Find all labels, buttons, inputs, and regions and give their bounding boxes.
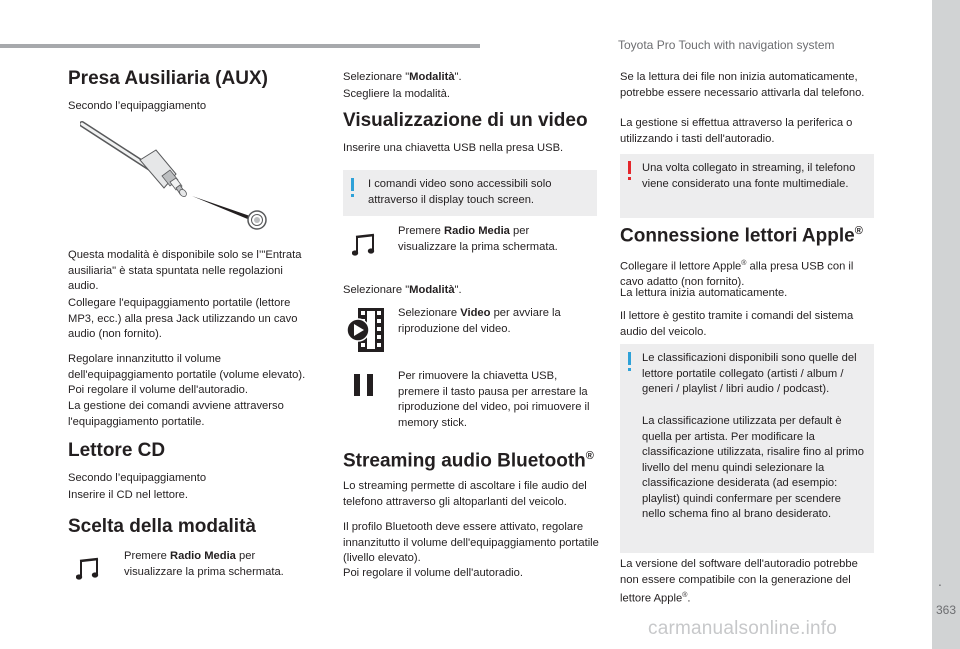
video-select-text: Selezionare Video per avviare la riproduzione del video. [398, 307, 561, 335]
aux-paragraph-2: Collegare l'equipaggiamento portatile (lettore MP3, ecc.) alla presa Jack utilizzando un cavo audio (non fornito). [68, 297, 298, 340]
warning-icon [628, 161, 631, 174]
continuation-mark: . [938, 573, 942, 589]
mode-heading: Scelta della modalità [68, 516, 256, 537]
video-paragraph-1: Inserire una chiavetta USB nella presa USB. [343, 142, 564, 154]
choose-mode-text: Scegliere la modalità. [343, 88, 450, 100]
bluetooth-heading: Streaming audio Bluetooth® [343, 450, 594, 472]
streaming-warning-note [620, 154, 874, 218]
side-strip [932, 0, 960, 649]
mode-radio-media-text: Premere Radio Media per visualizzare la prima schermata. [124, 550, 284, 578]
apple-paragraph-2: La lettura inizia automaticamente. [620, 287, 788, 299]
apple-info-note [620, 344, 874, 553]
apple-paragraph-3: Il lettore è gestito tramite i comandi del sistema audio del veicolo. [620, 310, 854, 338]
audio-jack-plug-icon [80, 118, 280, 230]
aux-heading: Presa Ausiliaria (AUX) [68, 68, 268, 89]
aux-paragraph-1: Questa modalità è disponibile solo se l’"Entrata ausiliaria" è stata spuntata nelle regolazioni audio. [68, 249, 302, 292]
apple-info-paragraph-1: Le classificazioni disponibili sono quelle del lettore portatile collegato (artisti / album / generi / playlist / libri audio / podcast). [642, 352, 857, 395]
page-number: 363 [935, 603, 957, 617]
video-heading: Visualizzazione di un video [343, 110, 588, 131]
warning-icon-dot [628, 177, 631, 180]
bluetooth-paragraph-1: Lo streaming permette di ascoltare i file audio del telefono attraverso gli altoparlanti del veicolo. [343, 480, 587, 508]
music-note-icon [352, 232, 378, 258]
select-mode-text: Selezionare "Modalità". [343, 71, 462, 83]
col3-paragraph-1: Se la lettura dei file non inizia automaticamente, potrebbe essere necessario attivarla dal telefono. [620, 71, 865, 99]
video-info-note [343, 170, 597, 216]
cd-paragraph-1: Inserire il CD nel lettore. [68, 489, 188, 501]
info-icon-dot [351, 194, 354, 197]
col3-paragraph-2: La gestione si effettua attraverso la periferica o utilizzando i tasti dell'autoradio. [620, 117, 853, 145]
cd-heading: Lettore CD [68, 440, 166, 461]
aux-equipment-text: Secondo l’equipaggiamento [68, 100, 207, 112]
apple-version-text: La versione del software dell'autoradio potrebbe non essere compatibile con la generazione del lettore Apple®. [620, 558, 858, 605]
info-icon-dot [628, 368, 631, 371]
apple-heading: Connessione lettori Apple® [620, 225, 863, 247]
bluetooth-paragraph-3: Poi regolare il volume dell'autoradio. [343, 567, 523, 579]
streaming-warning-text: Una volta collegato in streaming, il telefono viene considerato una fonte multimediale. [642, 162, 856, 190]
apple-paragraph-1: Collegare il lettore Apple® alla presa USB con il cavo adatto (non fornito). [620, 260, 854, 289]
info-icon [628, 352, 631, 365]
watermark: carmanualsonline.info [648, 618, 838, 639]
video-info-text: I comandi video sono accessibili solo attraverso il display touch screen. [368, 178, 552, 206]
aux-paragraph-3: Regolare innanzitutto il volume dell'equipaggiamento portatile (volume elevato). Poi regolare il volume dell'autoradio. [68, 353, 306, 396]
header-rule [0, 44, 480, 48]
pause-icon [352, 372, 376, 398]
running-header: Toyota Pro Touch with navigation system [618, 38, 835, 52]
aux-paragraph-4: La gestione dei comandi avviene attraverso l'equipaggiamento portatile. [68, 400, 284, 428]
video-select-mode-text: Selezionare "Modalità". [343, 284, 462, 296]
video-play-icon [346, 308, 386, 352]
video-radio-media-text: Premere Radio Media per visualizzare la prima schermata. [398, 225, 558, 253]
apple-info-paragraph-2: La classificazione utilizzata per default è quella per artista. Per modificare la classificazione utilizzata, risalire fino al primo livello del menu quindi selezionare la classificazione desiderata (ad esempio: playlist) quindi confermare per scendere nello schema fino al brano desiderato. [642, 415, 864, 520]
cd-equipment-text: Secondo l’equipaggiamento [68, 472, 207, 484]
music-note-icon [76, 556, 102, 582]
video-pause-text: Per rimuovere la chiavetta USB, premere il tasto pausa per arrestare la riproduzione del video, poi rimuovere il memory stick. [398, 370, 590, 429]
info-icon [351, 178, 354, 191]
bluetooth-paragraph-2: Il profilo Bluetooth deve essere attivato, regolare innanzitutto il volume dell'equipaggiamento portatile (livello elevato). [343, 521, 599, 564]
